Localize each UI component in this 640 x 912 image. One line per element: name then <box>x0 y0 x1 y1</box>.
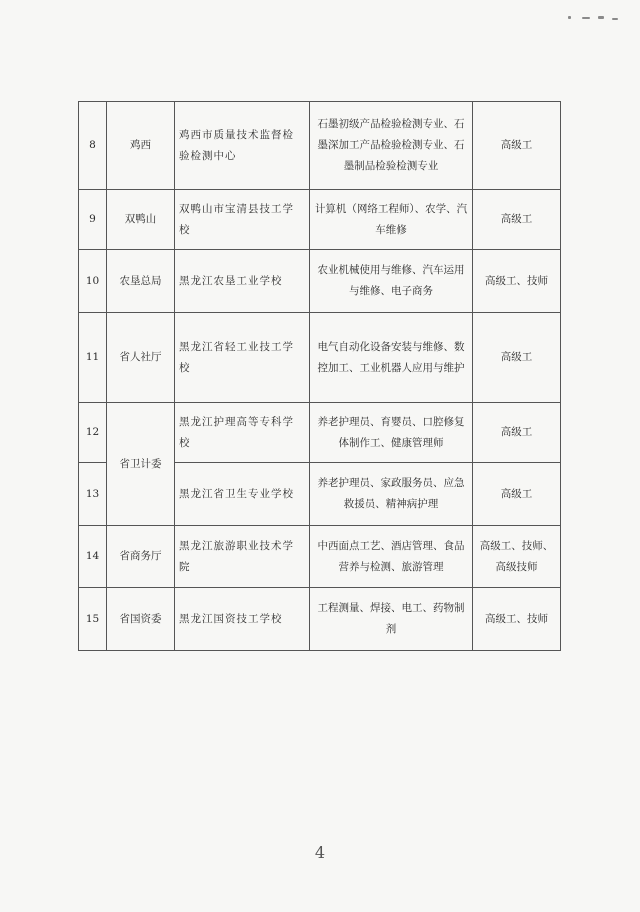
table-row <box>79 588 561 651</box>
table-row <box>79 526 561 588</box>
department: 鸡西 <box>107 102 175 190</box>
level: 高级工 <box>473 403 561 463</box>
school-name: 黑龙江护理高等专科学校 <box>175 403 310 463</box>
majors: 电气自动化设备安装与维修、数控加工、工业机器人应用与维护 <box>310 313 473 403</box>
row-number: 12 <box>79 403 107 463</box>
majors: 中西面点工艺、酒店管理、食品营养与检测、旅游管理 <box>310 526 473 588</box>
school-name: 黑龙江农垦工业学校 <box>175 250 310 313</box>
level: 高级工 <box>473 102 561 190</box>
level: 高级工、技师 <box>473 588 561 651</box>
majors: 工程测量、焊接、电工、药物制剂 <box>310 588 473 651</box>
majors: 计算机（网络工程师）、农学、汽车维修 <box>310 190 473 250</box>
row-number: 8 <box>79 102 107 190</box>
page-number: 4 <box>314 843 326 862</box>
school-name: 双鸭山市宝清县技工学校 <box>175 190 310 250</box>
table-row <box>79 102 561 190</box>
row-number: 10 <box>79 250 107 313</box>
row-number: 13 <box>79 463 107 526</box>
table-row <box>79 313 561 403</box>
level: 高级工 <box>473 463 561 526</box>
majors: 农业机械使用与维修、汽车运用与维修、电子商务 <box>310 250 473 313</box>
row-number: 9 <box>79 190 107 250</box>
department: 省国资委 <box>107 588 175 651</box>
majors: 养老护理员、家政服务员、应急救援员、精神病护理 <box>310 463 473 526</box>
scan-artifact <box>568 14 618 22</box>
level: 高级工 <box>473 190 561 250</box>
level: 高级工、技师 <box>473 250 561 313</box>
row-number: 11 <box>79 313 107 403</box>
department: 省商务厅 <box>107 526 175 588</box>
school-name: 黑龙江省轻工业技工学校 <box>175 313 310 403</box>
level: 高级工 <box>473 313 561 403</box>
school-name: 鸡西市质量技术监督检验检测中心 <box>175 102 310 190</box>
department: 双鸭山 <box>107 190 175 250</box>
school-name: 黑龙江省卫生专业学校 <box>175 463 310 526</box>
department: 农垦总局 <box>107 250 175 313</box>
table-row <box>79 403 561 463</box>
table-row <box>79 250 561 313</box>
row-number: 14 <box>79 526 107 588</box>
school-name: 黑龙江国资技工学校 <box>175 588 310 651</box>
table-row <box>79 190 561 250</box>
department: 省卫计委 <box>107 403 175 526</box>
school-table <box>78 101 561 651</box>
department: 省人社厅 <box>107 313 175 403</box>
school-name: 黑龙江旅游职业技术学院 <box>175 526 310 588</box>
majors: 养老护理员、育婴员、口腔修复体制作工、健康管理师 <box>310 403 473 463</box>
level: 高级工、技师、高级技师 <box>473 526 561 588</box>
row-number: 15 <box>79 588 107 651</box>
majors: 石墨初级产品检验检测专业、石墨深加工产品检验检测专业、石墨制品检验检测专业 <box>310 102 473 190</box>
